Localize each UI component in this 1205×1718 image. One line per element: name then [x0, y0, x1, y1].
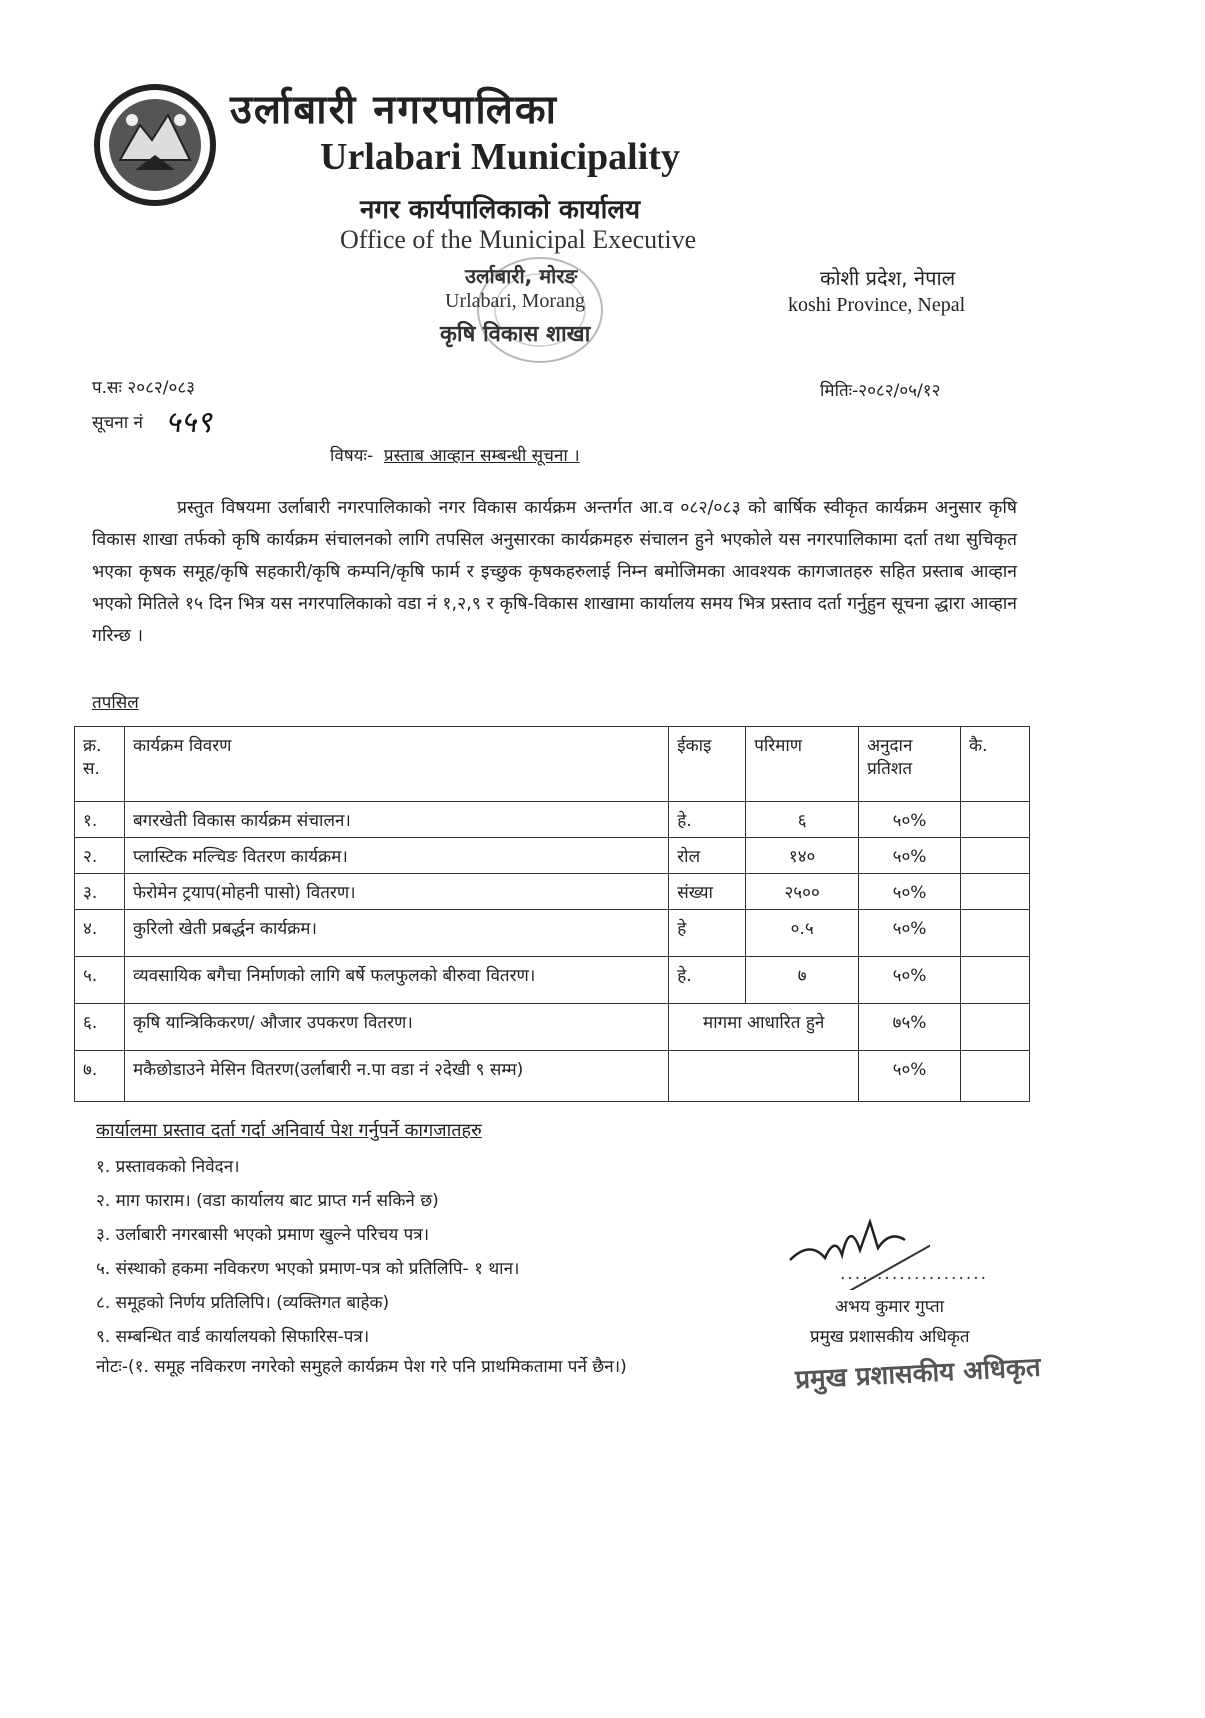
cell-sn: २.	[75, 838, 125, 874]
details-label: तपसिल	[92, 693, 139, 713]
subject-label: विषयः-	[330, 446, 374, 466]
office-title-en: Office of the Municipal Executive	[340, 225, 697, 254]
cell-grant: ५०%	[859, 1051, 961, 1102]
cell-qty: ७	[746, 957, 859, 1004]
municipality-title-en: Urlabari Municipality	[320, 136, 680, 178]
signatory-name: अभय कुमार गुप्ता	[835, 1297, 945, 1317]
province-np: कोशी प्रदेश, नेपाल	[820, 266, 956, 290]
cell-desc: फेरोमेन ट्रयाप(मोहनी पासो) वितरण।	[124, 874, 668, 910]
required-documents-title: कार्यालमा प्रस्ताव दर्ता गर्दा अनिवार्य पेश गर्नुपर्ने कागजातहरु	[96, 1120, 482, 1141]
cell-grant: ५०%	[859, 910, 961, 957]
cell-grant: ५०%	[859, 957, 961, 1004]
footnote: नोटः-(१. समूह नविकरण नगरेको समुहले कार्यक्रम पेश गरे पनि प्राथमिकतामा पर्ने छैन।)	[96, 1357, 627, 1377]
cell-desc: कुरिलो खेती प्रबर्द्धन कार्यक्रम।	[124, 910, 668, 957]
cell-qty: २५००	[746, 874, 859, 910]
cell-remarks	[961, 802, 1030, 838]
cell-unit-qty-merged: मागमा आधारित हुने	[669, 1004, 859, 1051]
cell-grant: ५०%	[859, 874, 961, 910]
cell-remarks	[961, 1004, 1030, 1051]
signatory-title: प्रमुख प्रशासकीय अधिकृत	[810, 1327, 970, 1347]
cell-sn: ५.	[75, 957, 125, 1004]
list-item: २. माग फाराम। (वडा कार्यालय बाट प्राप्त गर्न सकिने छ)	[96, 1191, 439, 1211]
table-row	[75, 802, 1030, 838]
municipality-title-np: उर्लाबारी नगरपालिका	[230, 87, 558, 133]
cell-desc: व्यवसायिक बगैचा निर्माणको लागि बर्षे फलफुलको बीरुवा वितरण।	[124, 957, 668, 1004]
nepal-emblem-logo	[90, 80, 220, 210]
cell-remarks	[961, 957, 1030, 1004]
cell-sn: ३.	[75, 874, 125, 910]
list-item: ८. समूहको निर्णय प्रतिलिपि। (व्यक्तिगत बाहेक)	[96, 1293, 390, 1313]
list-item: १. प्रस्तावकको निवेदन।	[96, 1157, 240, 1177]
address-np: उर्लाबारी, मोरङ	[465, 264, 578, 288]
cell-grant: ५०%	[859, 802, 961, 838]
cell-unit-qty-merged	[669, 1051, 859, 1102]
subject-text: प्रस्ताब आव्हान सम्बन्धी सूचना ।	[383, 446, 580, 466]
cell-desc: कृषि यान्त्रिकिकरण/ औजार उपकरण वितरण।	[124, 1004, 668, 1051]
cell-remarks	[961, 838, 1030, 874]
province-en: koshi Province, Nepal	[788, 294, 966, 316]
cell-desc: बगरखेती विकास कार्यक्रम संचालन।	[124, 802, 668, 838]
program-table	[74, 726, 1030, 1102]
table-row	[75, 1004, 1030, 1051]
list-item: ३. उर्लाबारी नगरबासी भएको प्रमाण खुल्ने परिचय पत्र।	[96, 1225, 430, 1245]
col-header-sn: क्र. स.	[75, 727, 125, 802]
col-header-unit: ईकाइ	[669, 727, 746, 802]
cell-desc: मकैछोडाउने मेसिन वितरण(उर्लाबारी न.पा वडा नं २देखी ९ सम्म)	[124, 1051, 668, 1102]
signature-line: ....................	[840, 1264, 989, 1284]
cell-sn: ७.	[75, 1051, 125, 1102]
cell-remarks	[961, 1051, 1030, 1102]
cell-qty: ६	[746, 802, 859, 838]
table-row	[75, 910, 1030, 957]
subject-line	[330, 443, 580, 466]
cell-sn: ४.	[75, 910, 125, 957]
list-item: ९. सम्बन्धित वार्ड कार्यालयको सिफारिस-पत्र।	[96, 1327, 370, 1347]
cell-unit: रोल	[669, 838, 746, 874]
notice-date: मितिः-२०८२/०५/१२	[820, 381, 941, 401]
cell-sn: १.	[75, 802, 125, 838]
col-header-desc: कार्यक्रम विवरण	[124, 727, 668, 802]
branch-name: कृषि विकास शाखा	[440, 322, 591, 347]
col-header-qty: परिमाण	[746, 727, 859, 802]
col-header-remarks: कै.	[961, 727, 1030, 802]
cell-unit: हे.	[669, 802, 746, 838]
notice-number-label: सूचना नं	[92, 413, 143, 433]
table-row	[75, 838, 1030, 874]
address-en: Urlabari, Morang	[445, 290, 585, 312]
cell-qty: १४०	[746, 838, 859, 874]
cell-remarks	[961, 910, 1030, 957]
reference-number: प.सः २०८२/०८३	[92, 378, 195, 398]
cell-remarks	[961, 874, 1030, 910]
office-title-np: नगर कार्यपालिकाको कार्यालय	[360, 195, 641, 225]
required-documents-list	[96, 1150, 519, 1354]
table-row	[75, 874, 1030, 910]
notice-body: प्रस्तुत विषयमा उर्लाबारी नगरपालिकाको नगर विकास कार्यक्रम अन्तर्गत आ.व ०८२/०८३ को बार्षिक स्वीकृत कार्यक्रम अनुसार कृषि विकास शाखा तर्फको कृषि कार्यक्रम संचालनको लागि तपसिल अनुसारका कार्यक्रमहरु संचालन हुने भएकोले यस नगरपालिकामा दर्ता तथा सुचिकृत भएका कृषक समूह/कृषि सहकारी/कृषि कम्पनि/कृषि फार्म र इच्छुक कृषकहरुलाई निम्न बमोजिमका आवश्यक कागजातहरु सहित प्रस्ताब आव्हान भएको मितिले १५ दिन भित्र यस नगरपालिकाको वडा नं १,२,९ र कृषि-विकास शाखामा कार्यालय समय भित्र प्रस्ताव दर्ता गर्नुहुन सूचना द्धारा आव्हान गरिन्छ ।	[92, 498, 1017, 646]
cell-unit: हे.	[669, 957, 746, 1004]
cell-qty: ०.५	[746, 910, 859, 957]
notice-number-value: ५५९	[165, 405, 212, 440]
cell-unit: संख्या	[669, 874, 746, 910]
table-header-row	[75, 727, 1030, 802]
table-row	[75, 1051, 1030, 1102]
col-header-grant: अनुदान प्रतिशत	[859, 727, 961, 802]
signatory-stamp: प्रमुख प्रशासकीय अधिकृत	[794, 1352, 1042, 1396]
cell-grant: ५०%	[859, 838, 961, 874]
table-row	[75, 957, 1030, 1004]
cell-grant: ७५%	[859, 1004, 961, 1051]
cell-desc: प्लास्टिक मल्चिङ वितरण कार्यक्रम।	[124, 838, 668, 874]
list-item: ५. संस्थाको हकमा नविकरण भएको प्रमाण-पत्र को प्रतिलिपि- १ थान।	[96, 1259, 520, 1279]
cell-unit: हे	[669, 910, 746, 957]
cell-sn: ६.	[75, 1004, 125, 1051]
